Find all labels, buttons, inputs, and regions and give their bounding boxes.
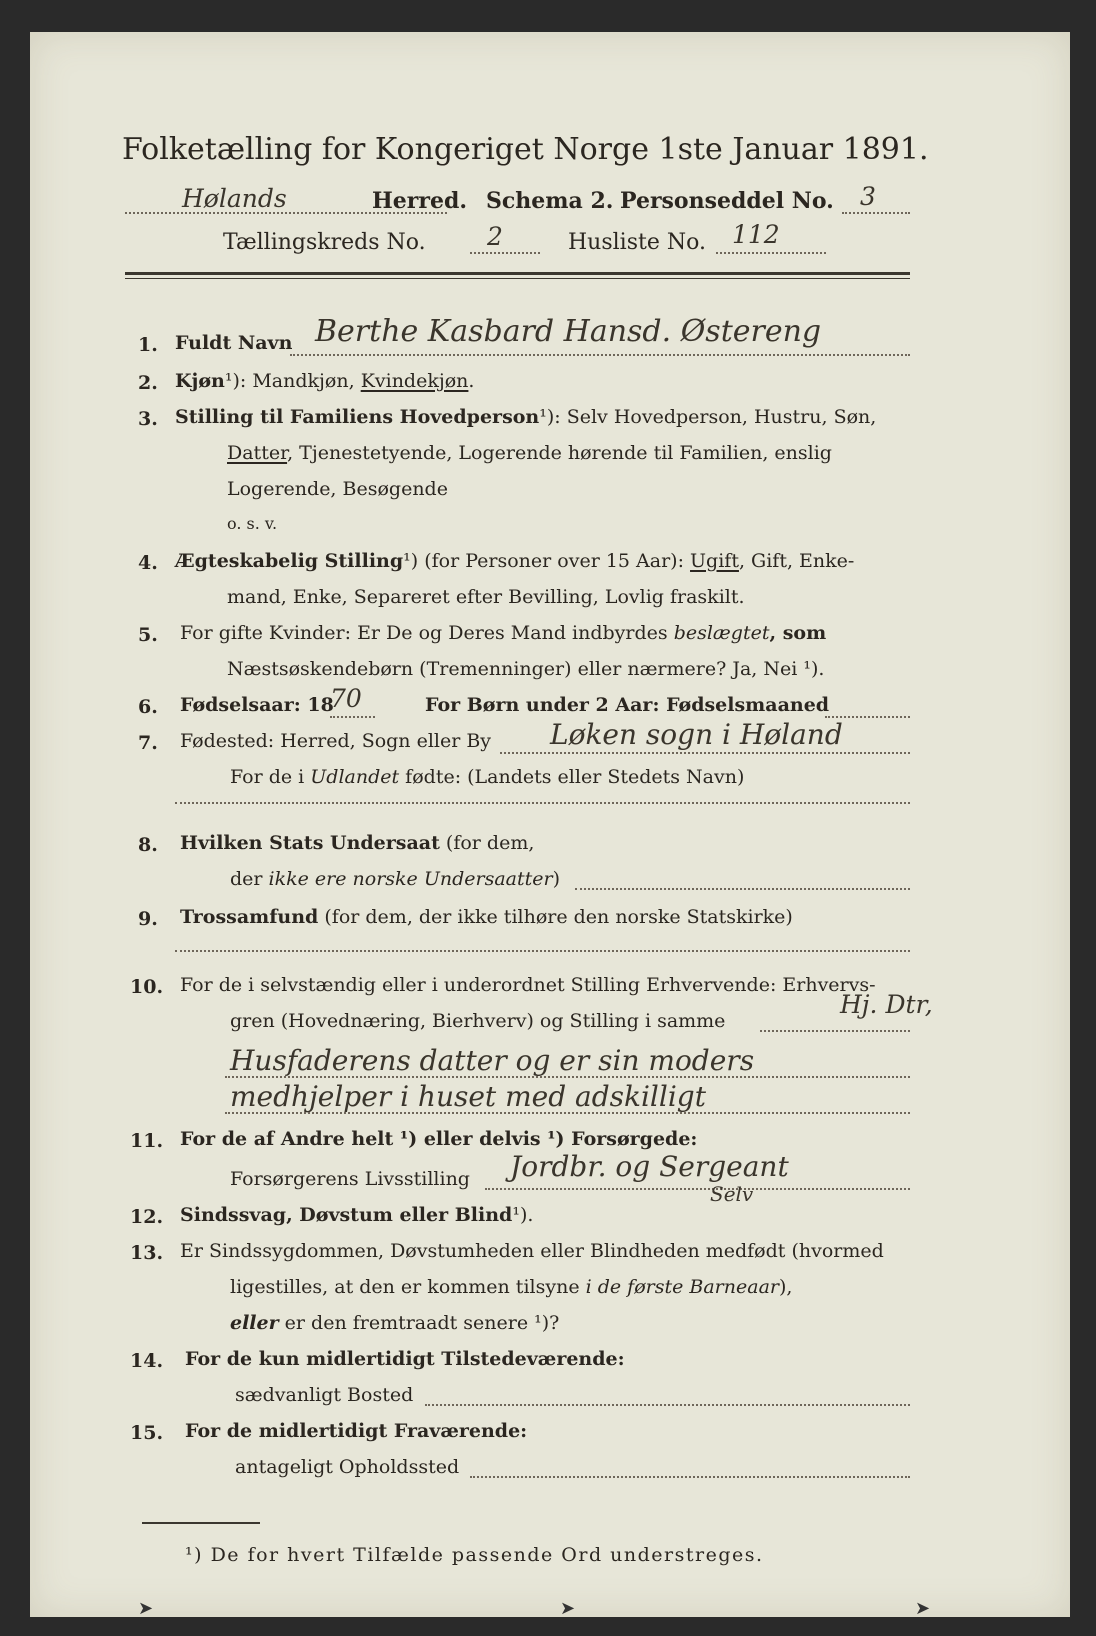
item-3-options-b: , Tjenestetyende, Logerende hørende til Familien, enslig	[287, 442, 832, 464]
item-10-number: 10.	[130, 976, 164, 998]
item-3-line-1	[175, 406, 876, 428]
item-8-line-2	[230, 868, 560, 890]
item-14-line-2: sædvanligt Bosted	[235, 1384, 414, 1406]
item-6-text: For Børn under 2 Aar: Fødselsmaaned	[425, 694, 830, 716]
registration-mark-center-icon: ➤	[560, 1598, 576, 1619]
item-9-text: (for dem, der ikke tilhøre den norske Statskirke)	[318, 906, 793, 928]
item-6-number: 6.	[138, 696, 158, 718]
item-10-label: For de i selvstændig eller i underordnet Stilling Erhvervende: Erhvervs-	[180, 974, 876, 996]
item-4-line-1	[175, 550, 854, 572]
item-8-italic: ikke ere norske Undersaatter	[268, 868, 553, 890]
item-5-line-2: Næstsøskendebørn (Tremenninger) eller nærmere? Ja, Nei ¹).	[227, 658, 825, 680]
husliste-dots	[716, 252, 826, 254]
item-2-label: Kjøn	[175, 370, 225, 392]
item-13-line-2	[230, 1276, 792, 1298]
item-10-dots-2	[225, 1076, 910, 1078]
item-12-label: Sindssvag, Døvstum eller Blind	[180, 1204, 513, 1226]
item-14-label: For de kun midlertidigt Tilstedeværende:	[185, 1348, 625, 1370]
item-14-number: 14.	[130, 1350, 164, 1372]
item-5-number: 5.	[138, 624, 158, 646]
item-8-line-1	[180, 832, 534, 854]
item-12-line	[180, 1204, 533, 1226]
registration-mark-right-icon: ➤	[915, 1598, 931, 1619]
kreds-value: 2	[487, 222, 503, 251]
item-8-label: Hvilken Stats Undersaat	[180, 832, 440, 854]
item-3-options-a: ¹): Selv Hovedperson, Hustru, Søn,	[539, 406, 877, 428]
herred-value: Hølands	[182, 184, 287, 213]
item-8-dots	[575, 888, 910, 890]
item-9-label: Trossamfund	[180, 906, 319, 928]
footnote-rule	[142, 1522, 260, 1524]
header-rule-bottom	[125, 278, 910, 279]
item-10-value-b: Husfaderens datter og er sin moders	[230, 1044, 755, 1077]
item-13-text-b: ),	[779, 1276, 793, 1298]
item-15-dots	[470, 1476, 910, 1478]
item-5-end: , som	[769, 622, 827, 644]
item-9-line-1	[180, 906, 793, 928]
item-7-text-a: For de i	[230, 766, 311, 788]
census-form-sheet	[30, 32, 1070, 1617]
header-rule-top	[125, 272, 910, 275]
item-9-dots	[175, 950, 910, 952]
item-8-number: 8.	[138, 834, 158, 856]
item-10-line-2: gren (Hovednæring, Bierhverv) og Stilling i samme	[230, 1010, 726, 1032]
item-4-options-a: ¹) (for Personer over 15 Aar):	[403, 550, 691, 572]
item-11-dots	[485, 1188, 910, 1190]
item-7-value: Løken sogn i Høland	[550, 718, 843, 751]
kreds-label: Tællingskreds No.	[223, 230, 426, 255]
personseddel-value: 3	[860, 182, 876, 211]
item-7-dots-2	[175, 802, 910, 804]
item-3-number: 3.	[138, 408, 158, 430]
item-8-text-c: )	[552, 868, 560, 890]
footnote: ¹) De for hvert Tilfælde passende Ord understreges.	[185, 1544, 764, 1566]
item-3-line-2	[227, 442, 832, 464]
item-5-italic: beslægtet	[673, 622, 770, 644]
item-14-dots	[425, 1404, 910, 1406]
item-15-number: 15.	[130, 1422, 164, 1444]
item-15-line-2: antageligt Opholdssted	[235, 1456, 460, 1478]
item-4-label: Ægteskabelig Stilling	[175, 550, 404, 572]
item-1-value: Berthe Kasbard Hansd. Østereng	[315, 314, 822, 349]
item-13-text-a: ligestilles, at den er kommen tilsyne	[230, 1276, 586, 1298]
item-2-end: .	[468, 370, 475, 392]
item-12-text: ¹).	[512, 1204, 534, 1226]
item-6-dots	[330, 716, 375, 718]
item-7-label: Fødested: Herred, Sogn eller By	[180, 730, 492, 752]
item-10-dots-3	[225, 1112, 910, 1114]
item-13-text-c: er den fremtraadt senere ¹)?	[278, 1312, 560, 1334]
item-2-selected: Kvindekjøn	[360, 370, 469, 392]
personseddel-dots	[842, 212, 910, 214]
kreds-dots	[470, 252, 540, 254]
item-3-selected: Datter	[227, 442, 288, 464]
item-13-italic-b: eller	[230, 1312, 279, 1334]
item-7-line-2	[230, 766, 744, 788]
item-13-line-3	[230, 1312, 559, 1334]
personseddel-label: Personseddel No.	[620, 188, 834, 214]
item-3-label: Stilling til Familiens Hovedperson	[175, 406, 540, 428]
item-11-line-2: Forsørgerens Livsstilling	[230, 1168, 470, 1190]
item-2-text	[175, 370, 474, 392]
item-6-label: Fødselsaar: 18	[180, 694, 334, 716]
item-15-label: For de midlertidigt Fraværende:	[185, 1420, 528, 1442]
item-2-options: ¹): Mandkjøn,	[224, 370, 361, 392]
item-11-number: 11.	[130, 1130, 164, 1152]
item-4-options-b: , Gift, Enke-	[738, 550, 855, 572]
item-2-number: 2.	[138, 372, 158, 394]
form-title: Folketælling for Kongeriget Norge 1ste Januar 1891.	[122, 132, 929, 167]
husliste-value: 112	[732, 220, 780, 249]
husliste-label: Husliste No.	[568, 230, 706, 255]
registration-mark-left-icon: ➤	[138, 1598, 154, 1619]
item-13-label: Er Sindssygdommen, Døvstumheden eller Blindheden medfødt (hvormed	[180, 1240, 884, 1262]
item-1-label: Fuldt Navn	[175, 332, 293, 354]
item-10-dots	[760, 1030, 910, 1032]
schema-label: Schema 2.	[486, 188, 614, 214]
item-6-value: 70	[330, 684, 362, 713]
item-11-value: Jordbr. og Sergeant	[510, 1150, 789, 1183]
item-7-italic: Udlandet	[310, 766, 400, 788]
item-3-line-4: o. s. v.	[227, 514, 278, 533]
item-7-number: 7.	[138, 732, 158, 754]
item-13-italic-a: i de første Barneaar	[585, 1276, 779, 1298]
item-5-label: For gifte Kvinder: Er De og Deres Mand indbyrdes	[180, 622, 674, 644]
item-4-selected: Ugift	[690, 550, 739, 572]
item-7-dots	[500, 752, 910, 754]
item-8-text: (for dem,	[439, 832, 535, 854]
item-12-number: 12.	[130, 1206, 164, 1228]
item-4-number: 4.	[138, 552, 158, 574]
item-13-number: 13.	[130, 1242, 164, 1264]
item-9-number: 9.	[138, 908, 158, 930]
item-8-text-b: der	[230, 868, 269, 890]
item-4-line-2: mand, Enke, Separeret efter Bevilling, Lovlig fraskilt.	[227, 586, 745, 608]
herred-label: Herred.	[372, 188, 468, 214]
item-1-dots	[290, 354, 910, 356]
item-1-number: 1.	[138, 334, 158, 356]
item-5-line-1	[180, 622, 826, 644]
item-11-value-b: Selv	[710, 1182, 754, 1206]
item-3-line-3: Logerende, Besøgende	[227, 478, 448, 500]
item-7-text-b: fødte: (Landets eller Stedets Navn)	[399, 766, 745, 788]
item-10-value-c: medhjelper i huset med adskilligt	[230, 1080, 706, 1113]
item-10-value-a: Hj. Dtr,	[840, 990, 933, 1019]
item-11-label: For de af Andre helt ¹) eller delvis ¹) Forsørgede:	[180, 1128, 698, 1150]
